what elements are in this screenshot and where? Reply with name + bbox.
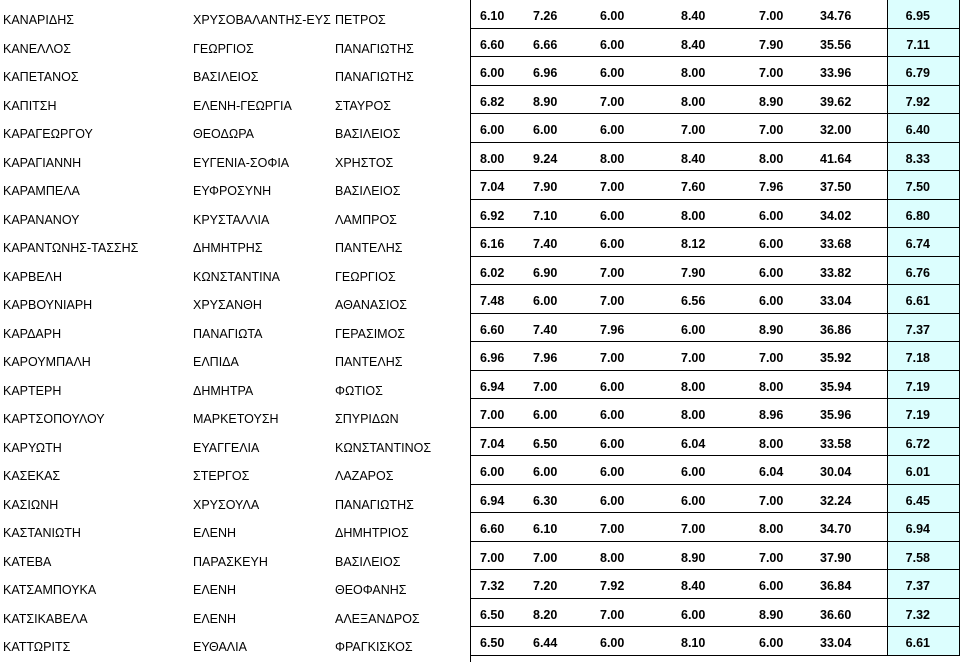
grade-4-cell[interactable]: 8.00 xyxy=(681,66,706,80)
surname-cell[interactable]: ΚΑΡΒΕΛΗ xyxy=(3,269,63,284)
grade-3-cell[interactable]: 7.00 xyxy=(600,180,625,194)
total-cell[interactable]: 33.58 xyxy=(820,436,852,451)
first-name-cell[interactable]: ΚΩΝΣΤΑΝΤΙΝΑ xyxy=(193,269,280,284)
first-name-cell[interactable]: ΕΥΑΓΓΕΛΙΑ xyxy=(193,440,260,455)
table-row xyxy=(0,342,960,371)
total-cell[interactable]: 37.90 xyxy=(820,550,852,565)
grade-5-cell[interactable]: 6.00 xyxy=(759,265,784,280)
grade-4-cell[interactable]: 8.90 xyxy=(681,550,706,565)
table-row xyxy=(0,314,960,343)
grade-4-cell[interactable]: 8.00 xyxy=(681,94,706,109)
table-row xyxy=(0,257,960,286)
father-name-cell[interactable]: ΒΑΣΙΛΕΙΟΣ xyxy=(335,554,401,569)
grade-4-cell[interactable]: 6.00 xyxy=(681,322,706,337)
surname-cell[interactable]: ΚΑΡΒΟΥΝΙΑΡΗ xyxy=(3,298,93,312)
grade-4-cell[interactable]: 8.40 xyxy=(681,9,706,23)
first-name-cell[interactable]: ΠΑΡΑΣΚΕΥΗ xyxy=(193,554,268,569)
grade-5-cell[interactable]: 7.00 xyxy=(759,66,784,80)
average-cell[interactable]: 7.50 xyxy=(887,171,960,200)
average-cell[interactable]: 6.61 xyxy=(887,285,960,314)
father-name-cell[interactable]: ΚΩΝΣΤΑΝΤΙΝΟΣ xyxy=(335,440,432,455)
average-cell[interactable]: 6.61 xyxy=(887,627,960,656)
father-name-cell[interactable]: ΠΑΝΑΓΙΩΤΗΣ xyxy=(335,70,414,84)
average-cell[interactable]: 7.37 xyxy=(887,314,960,343)
grade-1-cell[interactable]: 7.00 xyxy=(480,550,505,565)
grade-3-cell[interactable]: 6.00 xyxy=(600,465,625,479)
grade-5-cell[interactable]: 7.00 xyxy=(759,9,784,23)
grade-3-cell[interactable]: 7.00 xyxy=(600,294,625,308)
grade-5-cell[interactable]: 8.90 xyxy=(759,94,784,109)
table-row xyxy=(0,570,960,599)
grade-4-cell[interactable]: 6.04 xyxy=(681,436,706,451)
grade-1-cell[interactable]: 7.04 xyxy=(480,180,505,194)
first-name-cell[interactable]: ΧΡΥΣΟΥΛΑ xyxy=(193,497,260,512)
table-row xyxy=(0,371,960,400)
grade-3-cell[interactable]: 6.00 xyxy=(600,37,625,52)
surname-cell[interactable]: ΚΑΣΤΑΝΙΩΤΗ xyxy=(3,526,81,540)
first-name-cell[interactable]: ΣΤΕΡΓΟΣ xyxy=(193,469,250,483)
surname-cell[interactable]: ΚΑΣΕΚΑΣ xyxy=(3,469,61,483)
grade-3-cell[interactable]: 6.00 xyxy=(600,493,625,508)
grade-1-cell[interactable]: 6.50 xyxy=(480,607,505,622)
table-row xyxy=(0,0,960,29)
average-cell[interactable]: 7.58 xyxy=(887,542,960,571)
grade-2-cell[interactable]: 7.40 xyxy=(533,237,558,251)
father-name-cell[interactable]: ΒΑΣΙΛΕΙΟΣ xyxy=(335,184,401,198)
grade-5-cell[interactable]: 6.04 xyxy=(759,465,784,479)
grade-2-cell[interactable]: 6.00 xyxy=(533,408,558,422)
grade-4-cell[interactable]: 8.40 xyxy=(681,579,706,593)
surname-cell[interactable]: ΚΑΤΣΙΚΑΒΕΛΑ xyxy=(3,611,88,626)
average-cell[interactable]: 6.80 xyxy=(887,200,960,229)
surname-cell[interactable]: ΚΑΡΑΜΠΕΛΑ xyxy=(3,184,80,198)
grade-4-cell[interactable]: 8.00 xyxy=(681,208,706,223)
first-name-cell[interactable]: ΧΡΥΣΑΝΘΗ xyxy=(193,298,262,312)
grade-1-cell[interactable]: 6.60 xyxy=(480,322,505,337)
grade-5-cell[interactable]: 6.00 xyxy=(759,237,784,251)
table-row xyxy=(0,456,960,485)
table-row xyxy=(0,428,960,457)
table-row xyxy=(0,513,960,542)
table-row xyxy=(0,143,960,172)
average-cell[interactable]: 7.18 xyxy=(887,342,960,371)
grade-3-cell[interactable]: 8.00 xyxy=(600,550,625,565)
grade-1-cell[interactable]: 6.92 xyxy=(480,208,505,223)
grade-1-cell[interactable]: 8.00 xyxy=(480,151,505,166)
grade-2-cell[interactable]: 6.30 xyxy=(533,493,558,508)
grade-2-cell[interactable]: 7.90 xyxy=(533,180,558,194)
total-cell[interactable]: 34.02 xyxy=(820,208,852,223)
total-cell[interactable]: 39.62 xyxy=(820,94,852,109)
grade-4-cell[interactable]: 6.00 xyxy=(681,607,706,622)
first-name-cell[interactable]: ΕΥΘΑΛΙΑ xyxy=(193,640,247,654)
grade-2-cell[interactable]: 6.90 xyxy=(533,265,558,280)
grade-4-cell[interactable]: 6.56 xyxy=(681,294,706,308)
grade-3-cell[interactable]: 7.92 xyxy=(600,579,625,593)
total-cell[interactable]: 33.68 xyxy=(820,237,852,251)
grade-2-cell[interactable]: 6.44 xyxy=(533,636,558,650)
surname-cell[interactable]: ΚΑΣΙΩΝΗ xyxy=(3,497,59,512)
grade-1-cell[interactable]: 6.96 xyxy=(480,351,505,365)
table-row xyxy=(0,86,960,115)
average-cell[interactable]: 6.45 xyxy=(887,485,960,514)
average-cell[interactable]: 6.74 xyxy=(887,228,960,257)
first-name-cell[interactable]: ΕΥΓΕΝΙΑ-ΣΟΦΙΑ xyxy=(193,155,290,170)
grade-5-cell[interactable]: 7.96 xyxy=(759,180,784,194)
surname-cell[interactable]: ΚΑΡΑΓΙΑΝΝΗ xyxy=(3,155,82,170)
surname-cell[interactable]: ΚΑΡΤΕΡΗ xyxy=(3,383,62,398)
grade-5-cell[interactable]: 7.00 xyxy=(759,550,784,565)
grade-1-cell[interactable]: 6.02 xyxy=(480,265,505,280)
grade-4-cell[interactable]: 8.12 xyxy=(681,237,706,251)
total-cell[interactable]: 32.24 xyxy=(820,493,852,508)
grade-1-cell[interactable]: 6.60 xyxy=(480,522,505,536)
total-cell[interactable]: 34.70 xyxy=(820,522,852,536)
total-cell[interactable]: 36.84 xyxy=(820,579,852,593)
total-cell[interactable]: 33.04 xyxy=(820,636,852,650)
grade-4-cell[interactable]: 7.00 xyxy=(681,522,706,536)
total-cell[interactable]: 33.82 xyxy=(820,265,852,280)
first-name-cell[interactable]: ΓΕΩΡΓΙΟΣ xyxy=(193,41,254,56)
grade-3-cell[interactable]: 7.00 xyxy=(600,607,625,622)
grade-2-cell[interactable]: 7.20 xyxy=(533,579,558,593)
average-cell[interactable]: 7.37 xyxy=(887,570,960,599)
grade-5-cell[interactable]: 8.00 xyxy=(759,436,784,451)
total-cell[interactable]: 34.76 xyxy=(820,9,852,23)
grade-2-cell[interactable]: 7.26 xyxy=(533,9,558,23)
grade-5-cell[interactable]: 8.00 xyxy=(759,522,784,536)
grade-3-cell[interactable]: 6.00 xyxy=(600,123,625,137)
grade-3-cell[interactable]: 7.00 xyxy=(600,94,625,109)
grade-4-cell[interactable]: 7.00 xyxy=(681,123,706,137)
average-cell[interactable]: 7.11 xyxy=(887,29,960,58)
surname-cell[interactable]: ΚΑΡΟΥΜΠΑΛΗ xyxy=(3,355,91,369)
table-row xyxy=(0,57,960,86)
first-name-cell[interactable]: ΜΑΡΚΕΤΟΥΣΗ xyxy=(193,412,279,426)
average-cell[interactable]: 6.40 xyxy=(887,114,960,143)
surname-cell[interactable]: ΚΑΝΕΛΛΟΣ xyxy=(3,41,71,56)
grade-3-cell[interactable]: 6.00 xyxy=(600,237,625,251)
father-name-cell[interactable]: ΑΛΕΞΑΝΔΡΟΣ xyxy=(335,611,420,626)
column-divider xyxy=(470,0,471,662)
grade-5-cell[interactable]: 7.90 xyxy=(759,37,784,52)
average-cell[interactable]: 6.01 xyxy=(887,456,960,485)
grade-4-cell[interactable]: 6.00 xyxy=(681,493,706,508)
average-cell[interactable]: 7.19 xyxy=(887,399,960,428)
grade-4-cell[interactable]: 7.60 xyxy=(681,180,706,194)
grade-1-cell[interactable]: 6.10 xyxy=(480,9,505,23)
grade-1-cell[interactable]: 6.00 xyxy=(480,66,505,80)
total-cell[interactable]: 30.04 xyxy=(820,465,852,479)
father-name-cell[interactable]: ΠΕΤΡΟΣ xyxy=(335,13,386,27)
grade-4-cell[interactable]: 6.00 xyxy=(681,465,706,479)
grade-2-cell[interactable]: 6.00 xyxy=(533,294,558,308)
father-name-cell[interactable]: ΦΩΤΙΟΣ xyxy=(335,383,383,398)
father-name-cell[interactable]: ΘΕΟΦΑΝΗΣ xyxy=(335,583,407,597)
grade-3-cell[interactable]: 6.00 xyxy=(600,9,625,23)
father-name-cell[interactable]: ΛΑΜΠΡΟΣ xyxy=(335,212,397,227)
grade-5-cell[interactable]: 7.00 xyxy=(759,493,784,508)
average-cell[interactable]: 6.76 xyxy=(887,257,960,286)
grade-3-cell[interactable]: 7.00 xyxy=(600,265,625,280)
grade-3-cell[interactable]: 6.00 xyxy=(600,379,625,394)
grade-4-cell[interactable]: 8.40 xyxy=(681,37,706,52)
surname-cell[interactable]: ΚΑΤΕΒΑ xyxy=(3,554,52,569)
total-cell[interactable]: 36.86 xyxy=(820,322,852,337)
father-name-cell[interactable]: ΠΑΝΑΓΙΩΤΗΣ xyxy=(335,497,414,512)
grade-3-cell[interactable]: 6.00 xyxy=(600,636,625,650)
grade-2-cell[interactable]: 8.90 xyxy=(533,94,558,109)
grade-2-cell[interactable]: 6.00 xyxy=(533,465,558,479)
surname-cell[interactable]: ΚΑΤΤΩΡΙΤΣ xyxy=(3,640,71,654)
grade-5-cell[interactable]: 8.90 xyxy=(759,607,784,622)
surname-cell[interactable]: ΚΑΡΑΝΤΩΝΗΣ-ΤΑΣΣΗΣ xyxy=(3,241,139,255)
grade-3-cell[interactable]: 6.00 xyxy=(600,208,625,223)
first-name-cell[interactable]: ΧΡΥΣΟΒΑΛΑΝΤΗΣ-ΕΥΣ xyxy=(193,13,331,27)
grade-3-cell[interactable]: 7.00 xyxy=(600,522,625,536)
surname-cell[interactable]: ΚΑΡΑΓΕΩΡΓΟΥ xyxy=(3,127,93,141)
surname-cell[interactable]: ΚΑΡΤΣΟΠΟΥΛΟΥ xyxy=(3,412,105,426)
grade-4-cell[interactable]: 7.00 xyxy=(681,351,706,365)
average-cell[interactable]: 6.94 xyxy=(887,513,960,542)
first-name-cell[interactable]: ΘΕΟΔΩΡΑ xyxy=(193,127,254,141)
table-row xyxy=(0,627,960,656)
first-name-cell[interactable]: ΔΗΜΗΤΡΗΣ xyxy=(193,241,263,255)
total-cell[interactable]: 37.50 xyxy=(820,180,852,194)
grade-3-cell[interactable]: 7.96 xyxy=(600,322,625,337)
grade-1-cell[interactable]: 7.00 xyxy=(480,408,505,422)
surname-cell[interactable]: ΚΑΡΥΩΤΗ xyxy=(3,440,62,455)
grade-1-cell[interactable]: 6.00 xyxy=(480,123,505,137)
first-name-cell[interactable]: ΒΑΣΙΛΕΙΟΣ xyxy=(193,70,259,84)
father-name-cell[interactable]: ΑΘΑΝΑΣΙΟΣ xyxy=(335,298,407,312)
grade-2-cell[interactable]: 8.20 xyxy=(533,607,558,622)
average-cell[interactable]: 8.33 xyxy=(887,143,960,172)
grade-5-cell[interactable]: 6.00 xyxy=(759,636,784,650)
father-name-cell[interactable]: ΧΡΗΣΤΟΣ xyxy=(335,155,394,170)
father-name-cell[interactable]: ΠΑΝΑΓΙΩΤΗΣ xyxy=(335,41,414,56)
grade-2-cell[interactable]: 6.00 xyxy=(533,123,558,137)
grade-4-cell[interactable]: 8.00 xyxy=(681,379,706,394)
total-cell[interactable]: 32.00 xyxy=(820,123,852,137)
total-cell[interactable]: 35.92 xyxy=(820,351,852,365)
grade-4-cell[interactable]: 8.00 xyxy=(681,408,706,422)
grade-4-cell[interactable]: 8.10 xyxy=(681,636,706,650)
grade-3-cell[interactable]: 6.00 xyxy=(600,408,625,422)
grade-5-cell[interactable]: 6.00 xyxy=(759,579,784,593)
table-row xyxy=(0,114,960,143)
grade-1-cell[interactable]: 6.16 xyxy=(480,237,505,251)
grade-2-cell[interactable]: 9.24 xyxy=(533,151,558,166)
grade-5-cell[interactable]: 7.00 xyxy=(759,351,784,365)
table-row xyxy=(0,171,960,200)
total-cell[interactable]: 33.04 xyxy=(820,294,852,308)
grade-5-cell[interactable]: 8.96 xyxy=(759,408,784,422)
average-cell[interactable]: 6.95 xyxy=(887,0,960,29)
father-name-cell[interactable]: ΓΕΩΡΓΙΟΣ xyxy=(335,269,396,284)
first-name-cell[interactable]: ΔΗΜΗΤΡΑ xyxy=(193,383,254,398)
average-cell[interactable]: 6.79 xyxy=(887,57,960,86)
grade-4-cell[interactable]: 8.40 xyxy=(681,151,706,166)
father-name-cell[interactable]: ΓΕΡΑΣΙΜΟΣ xyxy=(335,326,406,341)
table-row xyxy=(0,542,960,571)
grade-2-cell[interactable]: 7.10 xyxy=(533,208,558,223)
grade-2-cell[interactable]: 6.96 xyxy=(533,66,558,80)
father-name-cell[interactable]: ΣΠΥΡΙΔΩΝ xyxy=(335,412,399,426)
grade-1-cell[interactable]: 6.60 xyxy=(480,37,505,52)
surname-cell[interactable]: ΚΑΡΑΝΑΝΟΥ xyxy=(3,212,80,227)
first-name-cell[interactable]: ΚΡΥΣΤΑΛΛΙΑ xyxy=(193,212,270,227)
grade-5-cell[interactable]: 8.00 xyxy=(759,379,784,394)
grade-1-cell[interactable]: 7.04 xyxy=(480,436,505,451)
row-divider xyxy=(470,655,960,656)
total-cell[interactable]: 36.60 xyxy=(820,607,852,622)
total-cell[interactable]: 35.94 xyxy=(820,379,852,394)
grade-1-cell[interactable]: 6.50 xyxy=(480,636,505,650)
table-row xyxy=(0,200,960,229)
grade-4-cell[interactable]: 7.90 xyxy=(681,265,706,280)
first-name-cell[interactable]: ΕΛΕΝΗ xyxy=(193,611,237,626)
surname-cell[interactable]: ΚΑΠΕΤΑΝΟΣ xyxy=(3,70,79,84)
first-name-cell[interactable]: ΕΛΕΝΗ xyxy=(193,526,237,540)
father-name-cell[interactable]: ΦΡΑΓΚΙΣΚΟΣ xyxy=(335,640,413,654)
grade-2-cell[interactable]: 7.00 xyxy=(533,379,558,394)
grade-5-cell[interactable]: 7.00 xyxy=(759,123,784,137)
first-name-cell[interactable]: ΕΛΠΙΔΑ xyxy=(193,355,239,369)
father-name-cell[interactable]: ΒΑΣΙΛΕΙΟΣ xyxy=(335,127,401,141)
average-cell[interactable]: 7.19 xyxy=(887,371,960,400)
surname-cell[interactable]: ΚΑΤΣΑΜΠΟΥΚΑ xyxy=(3,583,97,597)
grade-3-cell[interactable]: 8.00 xyxy=(600,151,625,166)
grade-2-cell[interactable]: 7.00 xyxy=(533,550,558,565)
total-cell[interactable]: 33.96 xyxy=(820,66,852,80)
first-name-cell[interactable]: ΕΛΕΝΗ-ΓΕΩΡΓΙΑ xyxy=(193,98,292,113)
grade-1-cell[interactable]: 6.94 xyxy=(480,493,505,508)
total-cell[interactable]: 35.56 xyxy=(820,37,852,52)
grade-3-cell[interactable]: 6.00 xyxy=(600,66,625,80)
table-row xyxy=(0,285,960,314)
grade-2-cell[interactable]: 7.96 xyxy=(533,351,558,365)
grade-5-cell[interactable]: 6.00 xyxy=(759,294,784,308)
grade-2-cell[interactable]: 6.50 xyxy=(533,436,558,451)
grade-1-cell[interactable]: 6.94 xyxy=(480,379,505,394)
first-name-cell[interactable]: ΕΛΕΝΗ xyxy=(193,583,237,597)
grade-2-cell[interactable]: 6.10 xyxy=(533,522,558,536)
father-name-cell[interactable]: ΛΑΖΑΡΟΣ xyxy=(335,469,394,483)
grade-1-cell[interactable]: 7.48 xyxy=(480,294,505,308)
surname-cell[interactable]: ΚΑΠΙΤΣΗ xyxy=(3,98,57,113)
average-cell[interactable]: 6.72 xyxy=(887,428,960,457)
surname-cell[interactable]: ΚΑΡΔΑΡΗ xyxy=(3,326,62,341)
grade-2-cell[interactable]: 7.40 xyxy=(533,322,558,337)
table-row xyxy=(0,29,960,58)
grade-2-cell[interactable]: 6.66 xyxy=(533,37,558,52)
grade-5-cell[interactable]: 6.00 xyxy=(759,208,784,223)
table-row xyxy=(0,399,960,428)
total-cell[interactable]: 41.64 xyxy=(820,151,852,166)
father-name-cell[interactable]: ΠΑΝΤΕΛΗΣ xyxy=(335,355,403,369)
table-row xyxy=(0,228,960,257)
father-name-cell[interactable]: ΔΗΜΗΤΡΙΟΣ xyxy=(335,526,409,540)
grade-1-cell[interactable]: 6.00 xyxy=(480,465,505,479)
father-name-cell[interactable]: ΠΑΝΤΕΛΗΣ xyxy=(335,241,403,255)
first-name-cell[interactable]: ΠΑΝΑΓΙΩΤΑ xyxy=(193,326,263,341)
surname-cell[interactable]: ΚΑΝΑΡΙΔΗΣ xyxy=(3,13,74,27)
grade-3-cell[interactable]: 7.00 xyxy=(600,351,625,365)
table-row xyxy=(0,485,960,514)
average-cell[interactable]: 7.32 xyxy=(887,599,960,628)
average-cell[interactable]: 7.92 xyxy=(887,86,960,115)
table-row xyxy=(0,599,960,628)
grade-3-cell[interactable]: 6.00 xyxy=(600,436,625,451)
grade-1-cell[interactable]: 7.32 xyxy=(480,579,505,593)
total-cell[interactable]: 35.96 xyxy=(820,408,852,422)
grade-5-cell[interactable]: 8.90 xyxy=(759,322,784,337)
first-name-cell[interactable]: ΕΥΦΡΟΣΥΝΗ xyxy=(193,184,272,198)
grade-1-cell[interactable]: 6.82 xyxy=(480,94,505,109)
grade-5-cell[interactable]: 8.00 xyxy=(759,151,784,166)
father-name-cell[interactable]: ΣΤΑΥΡΟΣ xyxy=(335,98,391,113)
